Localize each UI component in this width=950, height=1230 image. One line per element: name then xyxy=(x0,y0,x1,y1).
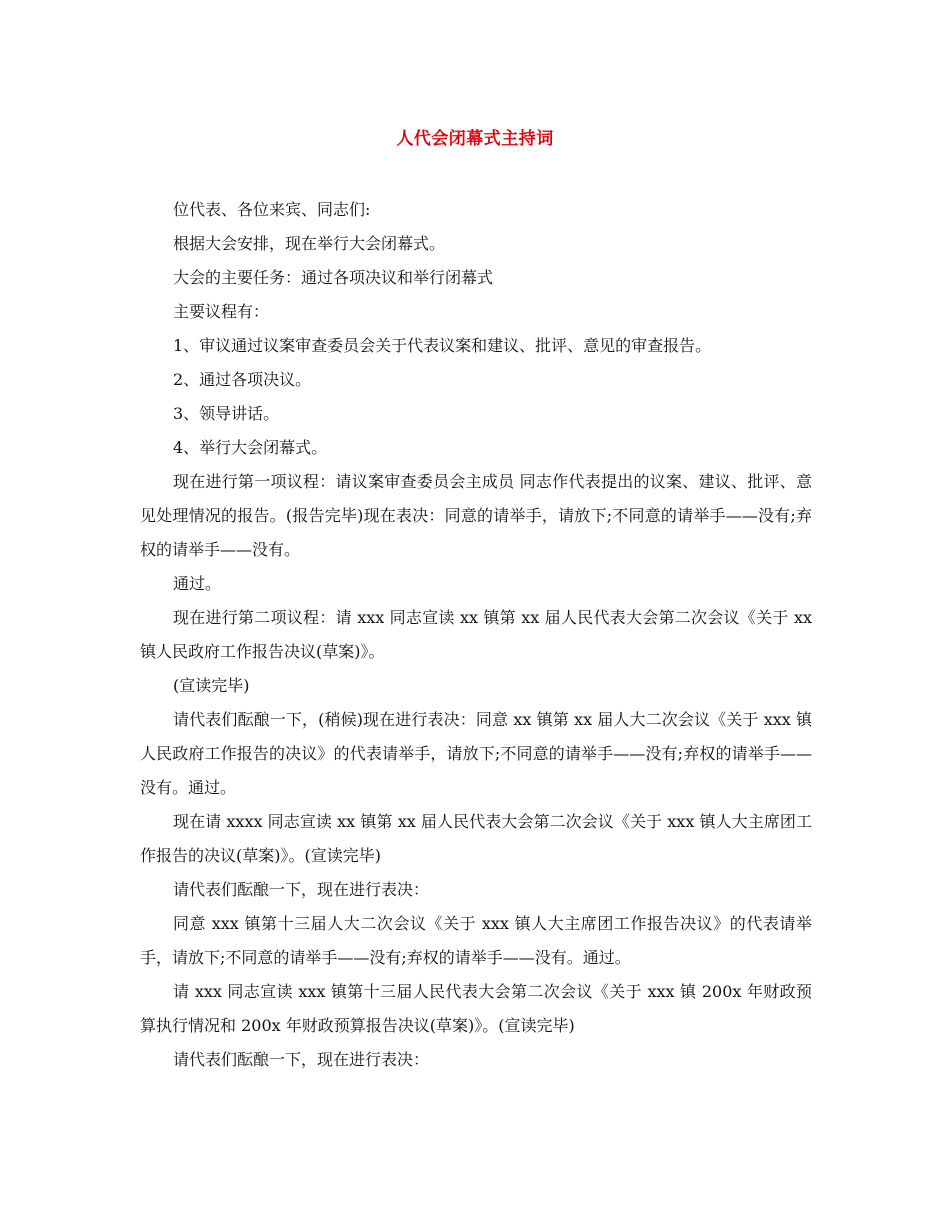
paragraph: 现在进行第二项议程：请 xxx 同志宣读 xx 镇第 xx 届人民代表大会第二次会议《关于 xx 镇人民政府工作报告决议(草案)》。 xyxy=(140,608,812,661)
paragraph: (宣读完毕) xyxy=(173,676,250,695)
document-title: 人代会闭幕式主持词 xyxy=(396,129,554,149)
paragraph: 通过。 xyxy=(173,574,222,593)
paragraph: 现在请 xxxx 同志宣读 xx 镇第 xx 届人民代表大会第二次会议《关于 xxx 镇人大主席团工作报告的决议(草案)》。(宣读完毕) xyxy=(140,812,812,865)
document-body xyxy=(140,193,812,1077)
paragraph: 请代表们酝酿一下，(稍候)现在进行表决：同意 xx 镇第 xx 届人大二次会议《关于 xxx 镇人民政府工作报告的决议》的代表请举手，请放下;不同意的请举手——没有;弃权的请举手——没有。通过。 xyxy=(140,710,812,797)
paragraph: 4、举行大会闭幕式。 xyxy=(173,438,328,457)
paragraph: 3、领导讲话。 xyxy=(173,404,280,423)
paragraph: 大会的主要任务：通过各项决议和举行闭幕式 xyxy=(173,268,494,287)
paragraph: 请代表们酝酿一下，现在进行表决： xyxy=(173,880,430,899)
paragraph: 根据大会安排，现在举行大会闭幕式。 xyxy=(173,234,446,253)
paragraph: 请 xxx 同志宣读 xxx 镇第十三届人民代表大会第二次会议《关于 xxx 镇 200x 年财政预算执行情况和 200x 年财政预算报告决议(草案)》。(宣读完毕) xyxy=(140,982,812,1035)
paragraph: 位代表、各位来宾、同志们: xyxy=(173,200,371,219)
paragraph: 现在进行第一项议程：请议案审查委员会主成员 同志作代表提出的议案、建议、批评、意见处理情况的报告。(报告完毕)现在表决：同意的请举手，请放下;不同意的请举手——没有;弃权的请举手——没有。 xyxy=(140,472,812,559)
paragraph: 1、审议通过议案审查委员会关于代表议案和建议、批评、意见的审查报告。 xyxy=(173,336,712,355)
paragraph: 2、通过各项决议。 xyxy=(173,370,312,389)
paragraph: 主要议程有： xyxy=(173,302,270,321)
paragraph: 请代表们酝酿一下，现在进行表决： xyxy=(173,1050,430,1069)
paragraph: 同意 xxx 镇第十三届人大二次会议《关于 xxx 镇人大主席团工作报告决议》的代表请举手，请放下;不同意的请举手——没有;弃权的请举手——没有。通过。 xyxy=(140,914,812,967)
